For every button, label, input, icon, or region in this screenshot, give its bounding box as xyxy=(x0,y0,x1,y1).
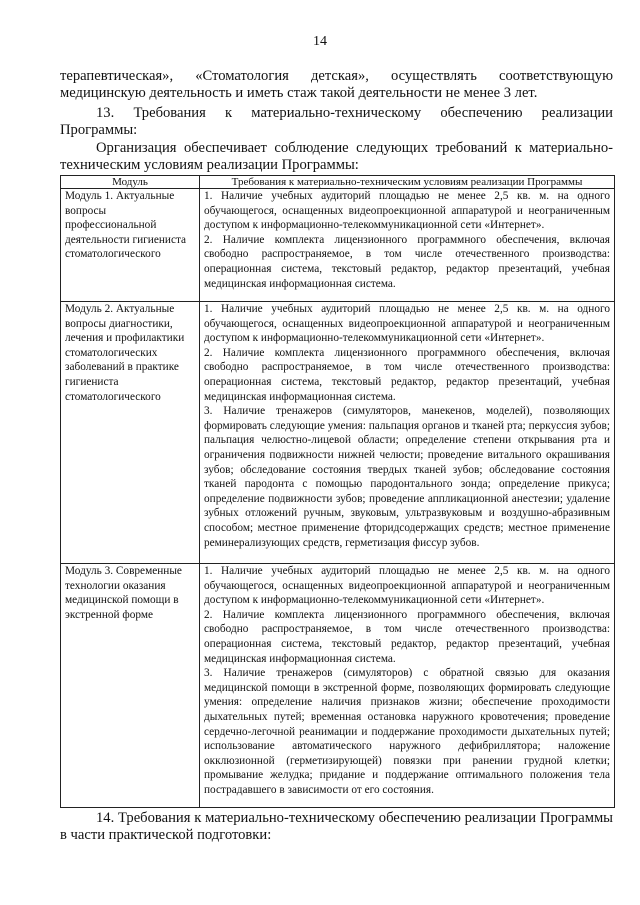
requirement-item: 3. Наличие тренажеров (симуляторов) с обратной связью для оказания медицинской помощи в экстренной форме, позволяющих формировать следующие умения: определение наличия признаков жизни; обеспечение проходимости дыхательных путей; временная остановка наружного кровотечения; проведение сердечно-легочной реанимации и поддержание проходимости дыхательных путей; использование автоматического наружного дефибриллятора; наложение окклюзионной (герметизирующей) повязки при ранении грудной клетки; промывание желудка; придание и поддержание оптимального положения тела пострадавшего в зависимости от его состояния. xyxy=(204,667,610,796)
requirement-item: 3. Наличие тренажеров (симуляторов, манекенов, моделей), позволяющих формировать следующие умения: пальпация органов и тканей рта; перкуссия зубов; пальпация челюстно-лицевой области; определение степени открывания рта и ограничения подвижности нижней челюсти; проведение витального окрашивания зубов; обследование состояния твердых тканей зубов; обследование состояния тканей пародонта с помощью пародонтального зонда; определение прикуса; определение подвижности зубов; проведение аппликационной анестезии; удаление зубных отложений ручным, звуковым, ультразвуковым и воздушно-абразивным способом; местное применение фторидсодержащих средств; местное применение реминерализующих средств, герметизация фиссур зубов. xyxy=(204,405,610,549)
section-14-heading: 14. Требования к материально-техническому обеспечению реализации Программы в части практической подготовки: xyxy=(60,810,613,843)
requirements-cell xyxy=(200,189,615,302)
table-header-row xyxy=(61,176,615,189)
requirements-table xyxy=(60,175,615,808)
requirements-cell xyxy=(200,302,615,564)
requirement-item: 2. Наличие комплекта лицензионного программного обеспечения, включая свободно распространяемое, в том числе отечественного производства: операционная система, текстовый редактор, редактор презентаций, учебная медицинская информационная система. xyxy=(204,233,610,290)
requirement-item: 2. Наличие комплекта лицензионного программного обеспечения, включая свободно распространяемое, в том числе отечественного производства: операционная система, текстовый редактор, редактор презентаций, учебная медицинская информационная система. xyxy=(204,346,610,403)
requirement-item: 1. Наличие учебных аудиторий площадью не менее 2,5 кв. м. на одного обучающегося, оснащенных видеопроекционной аппаратурой и неограниченным доступом к информационно-телекоммуникационной сети «Интернет». xyxy=(204,565,610,607)
table-row xyxy=(61,189,615,302)
header-module: Модуль xyxy=(61,176,200,189)
requirement-item: 1. Наличие учебных аудиторий площадью не менее 2,5 кв. м. на одного обучающегося, оснащенных видеопроекционной аппаратурой и неограниченным доступом к информационно-телекоммуникационной сети «Интернет». xyxy=(204,303,610,345)
module-cell: Модуль 3. Современные технологии оказания медицинской помощи в экстренной форме xyxy=(61,564,200,808)
table-row xyxy=(61,564,615,808)
section-13-heading: 13. Требования к материально-техническому обеспечению реализации Программы: xyxy=(60,105,613,138)
requirements-cell xyxy=(200,564,615,808)
intro-line-2: медицинскую деятельность и иметь стаж такой деятельности не менее 3 лет. xyxy=(60,85,538,101)
page-number: 14 xyxy=(313,34,327,49)
module-cell: Модуль 2. Актуальные вопросы диагностики, лечения и профилактики стоматологических заболеваний в практике гигиениста стоматологического xyxy=(61,302,200,564)
module-cell: Модуль 1. Актуальные вопросы профессиональной деятельности гигиениста стоматологического xyxy=(61,189,200,302)
intro-paragraph xyxy=(60,68,613,102)
organization-paragraph: Организация обеспечивает соблюдение следующих требований к материально-техническим условиям реализации Программы: xyxy=(60,140,613,173)
requirement-item: 1. Наличие учебных аудиторий площадью не менее 2,5 кв. м. на одного обучающегося, оснащенных видеопроекционной аппаратурой и неограниченным доступом к информационно-телекоммуникационной сети «Интернет». xyxy=(204,190,610,232)
header-requirements: Требования к материально-техническим условиям реализации Программы xyxy=(200,176,615,189)
table-row xyxy=(61,302,615,564)
intro-line-1: терапевтическая», «Стоматология детская», осуществлять соответствующую xyxy=(60,68,613,84)
requirement-item: 2. Наличие комплекта лицензионного программного обеспечения, включая свободно распространяемое, в том числе отечественного производства: операционная система, текстовый редактор, редактор презентаций, учебная медицинская информационная система. xyxy=(204,608,610,665)
